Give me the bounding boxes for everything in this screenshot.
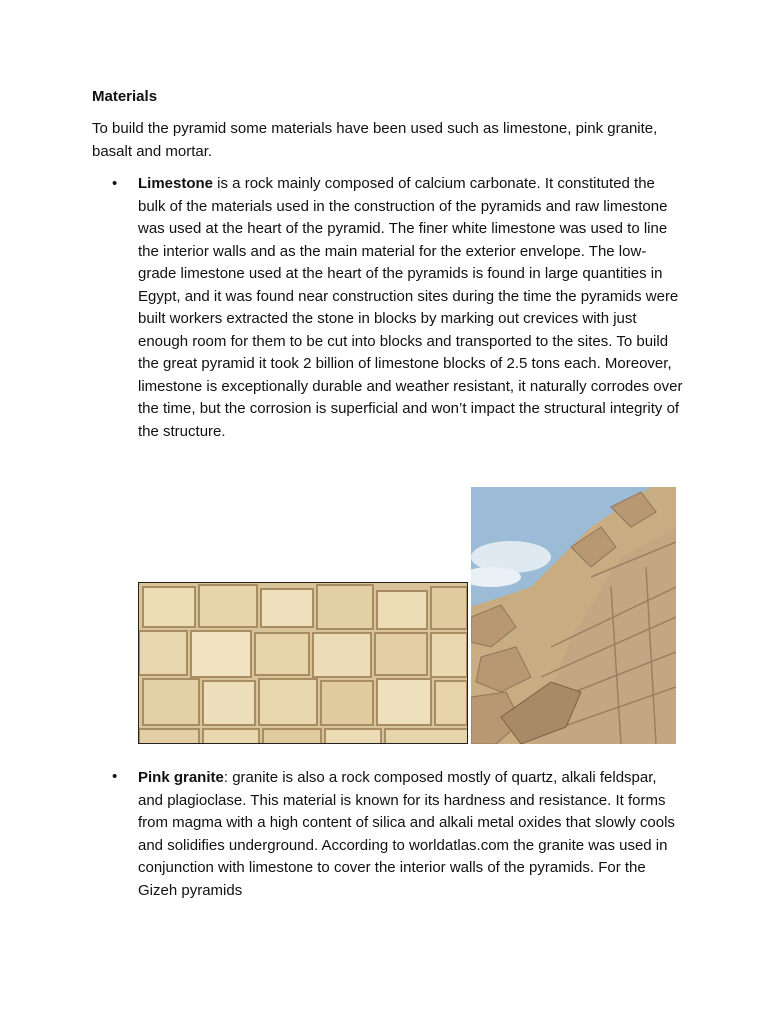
pyramid-stones-illustration	[471, 487, 676, 744]
section-heading: Materials	[92, 88, 158, 105]
limestone-blocks-illustration	[139, 583, 468, 744]
list-item-term: Limestone	[138, 175, 214, 192]
list-item-limestone	[138, 173, 683, 443]
bullet-icon: •	[112, 175, 118, 192]
list-item-text: is a rock mainly composed of calcium carbonate. It constituted the bulk of the materials used in the construction of the pyramids and raw limestone was used at the heart of the pyramid. The finer white limestone was used to line the interior walls and as the main material for the exterior envelope. The low-grade limestone used at the heart of the pyramids is found in large quantities in Egypt, and it was found near construction sites during the time the pyramids were built workers extracted the stone in blocks by marking out crevices with just enough room for them to be cut into blocks and transported to the sites. To build the great pyramid it took 2 billion of limestone blocks of 2.5 tons each. Moreover, limestone is exceptionally durable and weather resistant, it naturally corrodes over the time, but the corrosion is superficial and won’t impact the structural integrity of the structure.	[138, 175, 683, 440]
pyramid-stones-image	[471, 487, 676, 744]
list-item-pink-granite	[138, 767, 683, 902]
list-item-term: Pink granite	[138, 769, 224, 786]
limestone-blocks-image	[138, 582, 468, 744]
list-item-text: : granite is also a rock composed mostly of quartz, alkali feldspar, and plagioclase. This material is known for its hardness and resistance. It forms from magma with a high content of silica and alkali metal oxides that slowly cools and solidifies underground. According to worldatlas.com the granite was used in conjunction with limestone to cover the interior walls of the pyramids. For the Gizeh pyramids	[138, 769, 675, 899]
bullet-icon: •	[112, 768, 118, 785]
intro-paragraph: To build the pyramid some materials have been used such as limestone, pink granite, basalt and mortar.	[92, 120, 658, 160]
